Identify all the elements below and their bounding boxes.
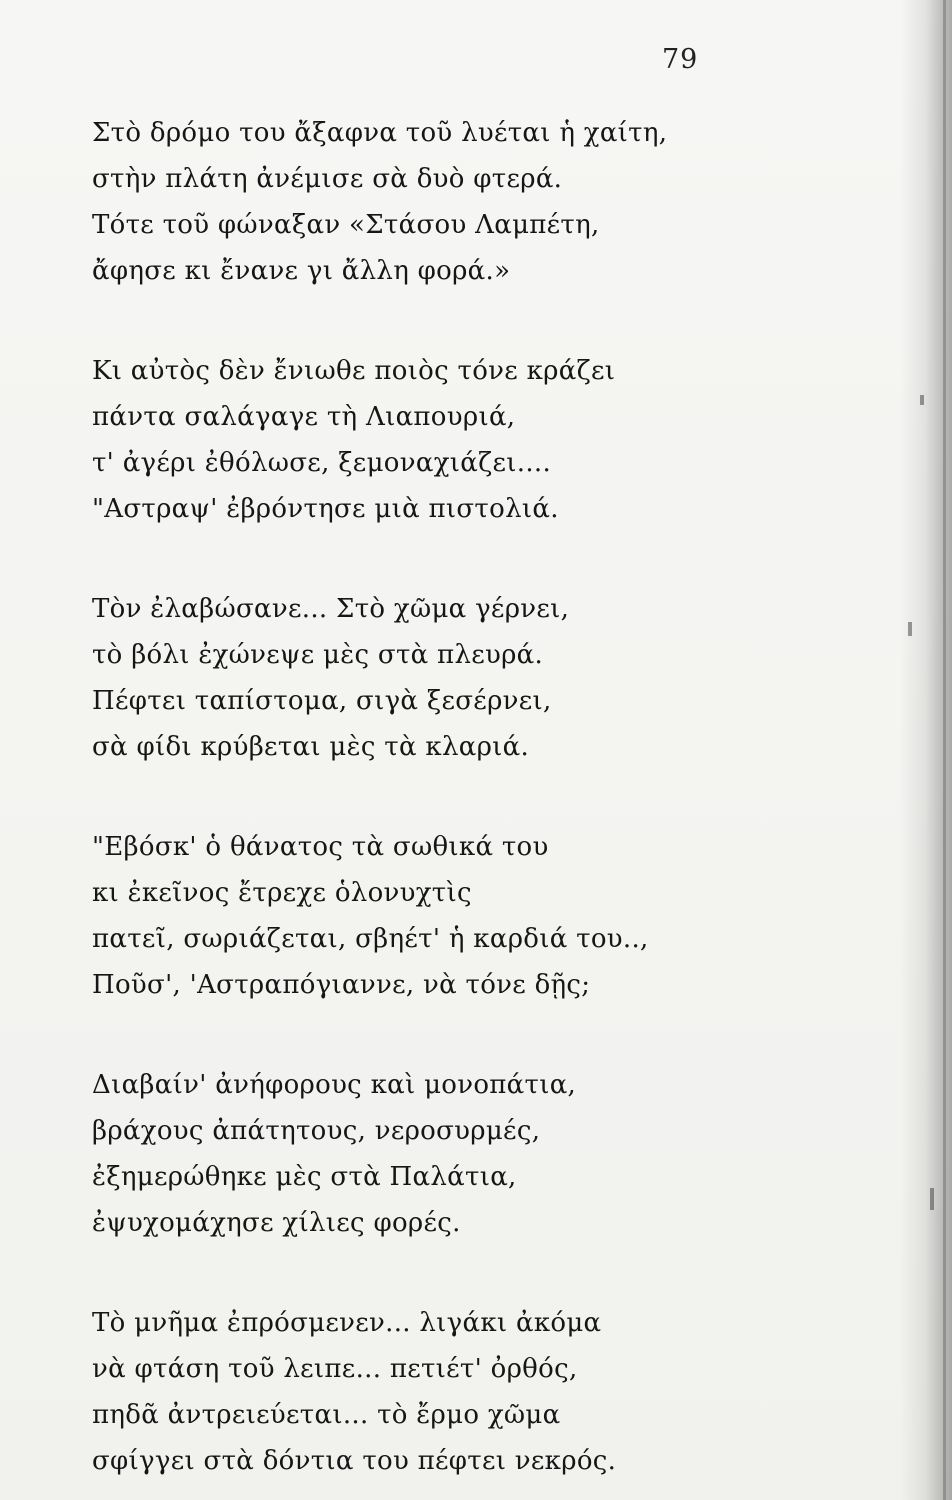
verse-line: βράχους ἀπάτητους, νεροσυρμές, [92,1116,541,1146]
page-edge-shadow [943,0,946,1500]
stanza-6 [92,1300,652,1484]
verse-line: σφίγγει στὰ δόντια του πέφτει νεκρός. [92,1446,617,1476]
verse-line: στὴν πλάτη ἀνέμισε σὰ δυὸ φτερά. [92,164,563,194]
verse-line: πηδᾶ ἀντρειεύεται... τὸ ἔρμο χῶμα [92,1400,561,1430]
page-edge-speck [908,622,912,636]
verse-line: Πέφτει ταπίστομα, σιγὰ ξεσέρνει, [92,686,552,716]
verse-line: Κι αὐτὸς δὲν ἔνιωθε ποιὸς τόνε κράζει [92,356,616,386]
verse-line: ἐξημερώθηκε μὲς στὰ Παλάτια, [92,1162,517,1192]
verse-line: Τὸν ἐλαβώσανε... Στὸ χῶμα γέρνει, [92,594,570,624]
verse-line: πάντα σαλάγαγε τὴ Λιαπουριά, [92,402,516,432]
verse-line: Διαβαίν' ἀνήφορους καὶ μονοπάτια, [92,1070,577,1100]
verse-line: νὰ φτάση τοῦ λειπε... πετιέτ' ὀρθός, [92,1354,578,1384]
page-edge-speck [920,395,924,405]
verse-line: σὰ φίδι κρύβεται μὲς τὰ κλαριά. [92,732,530,762]
stanza-3 [92,586,652,770]
verse-line: ἄφησε κι ἔνανε γι ἄλλη φορά.» [92,256,511,286]
stanza-1 [92,110,668,294]
verse-line: Τότε τοῦ φώναξαν «Στάσου Λαμπέτη, [92,210,600,240]
stanza-2 [92,348,652,532]
verse-line: τὸ βόλι ἐχώνεψε μὲς στὰ πλευρά. [92,640,544,670]
verse-line: κι ἐκεῖνος ἔτρεχε ὁλονυχτὶς [92,878,472,908]
page-number: 79 [662,44,699,75]
verse-line: πατεῖ, σωριάζεται, σβηέτ' ἡ καρδιά του.., [92,924,649,954]
verse-line: Τὸ μνῆμα ἐπρόσμενεν... λιγάκι ἀκόμα [92,1308,602,1338]
verse-line: τ' ἀγέρι ἐθόλωσε, ξεμοναχιάζει.... [92,448,552,478]
stanza-5 [92,1062,652,1246]
page-edge-speck [930,1188,934,1210]
verse-line: Ποῦσ', 'Αστραπόγιαννε, νὰ τόνε δῇς; [92,970,591,1000]
verse-line: "Εβόσκ' ὁ θάνατος τὰ σωθικά του [92,832,549,862]
verse-line: Στὸ δρόμο του ἄξαφνα τοῦ λυέται ἡ χαίτη, [92,118,668,148]
verse-line: ἐψυχομάχησε χίλιες φορές. [92,1208,461,1238]
stanza-4 [92,824,652,1008]
verse-line: "Αστραψ' ἐβρόντησε μιὰ πιστολιά. [92,494,559,524]
poem [92,110,668,1484]
